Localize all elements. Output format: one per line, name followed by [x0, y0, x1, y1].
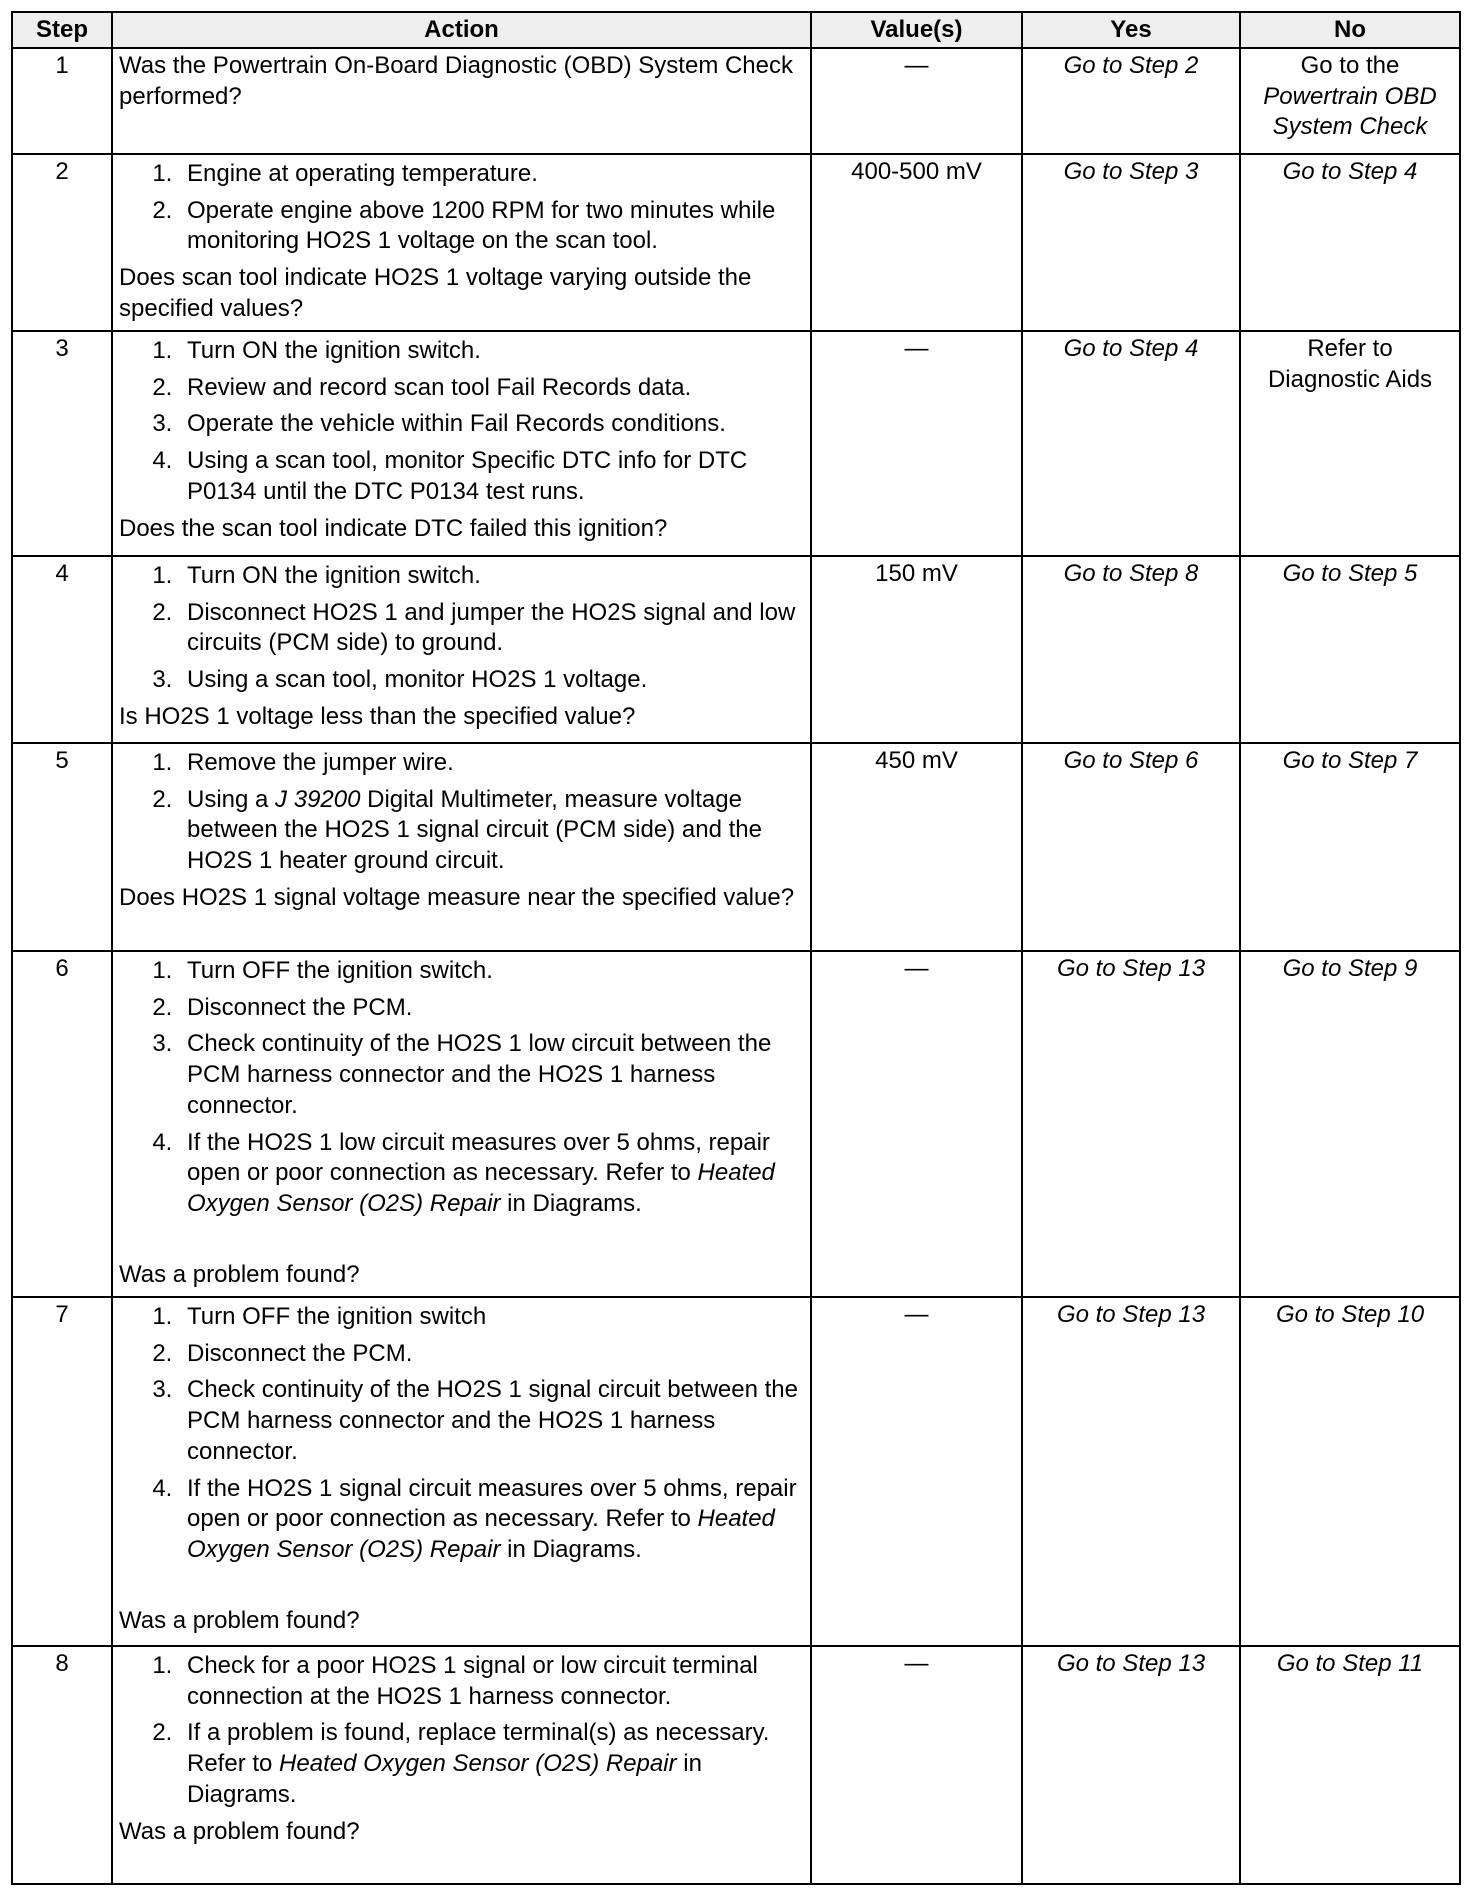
table-row: [12, 1297, 1460, 1646]
table-row: [12, 951, 1460, 1297]
action-list: [119, 748, 804, 877]
no-cell: [1240, 951, 1460, 1297]
no-cell: [1240, 331, 1460, 556]
step-number: 5: [12, 743, 112, 951]
yes-link[interactable]: Go to Step 13: [1056, 1650, 1206, 1677]
step-number: 1: [12, 48, 112, 154]
yes-link[interactable]: Go to Step 13: [1056, 1301, 1206, 1328]
action-cell: [112, 1646, 811, 1884]
action-item: 2. If a problem is found, replace terminal(s) as necessary. Refer to Heated Oxygen Sensor (O2S) Repair in Diagrams.: [179, 1718, 804, 1810]
yes-cell: [1022, 743, 1240, 951]
action-item: 2. Operate engine above 1200 RPM for two minutes while monitoring HO2S 1 voltage on the scan tool.: [179, 196, 804, 257]
action-cell: [112, 48, 811, 154]
header-yes: Yes: [1022, 12, 1240, 48]
action-item: 1. Turn OFF the ignition switch: [179, 1302, 804, 1333]
no-link-line[interactable]: Diagnostic Aids: [1267, 365, 1433, 393]
action-item: 1. Engine at operating temperature.: [179, 159, 804, 190]
step-number: 8: [12, 1646, 112, 1884]
action-item: 2. Disconnect HO2S 1 and jumper the HO2S signal and low circuits (PCM side) to ground.: [179, 598, 804, 659]
table-row: [12, 154, 1460, 331]
action-item: 1. Turn ON the ignition switch.: [179, 336, 804, 367]
table-header-row: [12, 12, 1460, 48]
diagnostic-table: [11, 11, 1461, 1885]
action-item: 3. Check continuity of the HO2S 1 signal circuit between the PCM harness connector and the HO2S 1 harness connector.: [179, 1375, 804, 1467]
header-values: Value(s): [811, 12, 1022, 48]
action-question: Does the scan tool indicate DTC failed this ignition?: [119, 514, 668, 542]
step-number: 3: [12, 331, 112, 556]
no-link[interactable]: Go to Step 5: [1282, 560, 1418, 587]
action-item: 3. Operate the vehicle within Fail Records conditions.: [179, 409, 804, 440]
value-cell: —: [811, 1297, 1022, 1646]
no-link-line[interactable]: System Check: [1272, 113, 1428, 141]
no-cell: [1240, 556, 1460, 743]
action-question: Was a problem found?: [119, 1606, 360, 1634]
value-cell: —: [811, 951, 1022, 1297]
yes-link[interactable]: Go to Step 4: [1063, 335, 1199, 362]
action-list: [119, 1651, 804, 1811]
no-link-line[interactable]: Powertrain OBD: [1263, 82, 1437, 110]
action-item: 2. Disconnect the PCM.: [179, 993, 804, 1024]
action-item: 3. Using a scan tool, monitor HO2S 1 voltage.: [179, 665, 804, 696]
yes-cell: [1022, 331, 1240, 556]
table-row: [12, 331, 1460, 556]
header-no: No: [1240, 12, 1460, 48]
action-item: 1. Check for a poor HO2S 1 signal or low circuit terminal connection at the HO2S 1 harness connector.: [179, 1651, 804, 1712]
yes-link[interactable]: Go to Step 2: [1063, 52, 1199, 79]
action-question: Was the Powertrain On-Board Diagnostic (OBD) System Check performed?: [119, 52, 794, 110]
action-cell: [112, 331, 811, 556]
yes-link[interactable]: Go to Step 3: [1063, 158, 1199, 185]
action-list: [119, 159, 804, 257]
no-cell: [1240, 1646, 1460, 1884]
table-row: [12, 556, 1460, 743]
step-number: 6: [12, 951, 112, 1297]
no-link-line[interactable]: Go to the: [1300, 52, 1400, 79]
no-link[interactable]: Go to Step 4: [1282, 158, 1418, 185]
action-question: Does scan tool indicate HO2S 1 voltage varying outside the specified values?: [119, 264, 752, 322]
header-action: Action: [112, 12, 811, 48]
step-number: 7: [12, 1297, 112, 1646]
action-item: 1. Remove the jumper wire.: [179, 748, 804, 779]
step-number: 4: [12, 556, 112, 743]
yes-cell: [1022, 1297, 1240, 1646]
action-question: Does HO2S 1 signal voltage measure near the specified value?: [119, 883, 795, 911]
yes-link[interactable]: Go to Step 8: [1063, 560, 1199, 587]
action-question: Is HO2S 1 voltage less than the specified value?: [119, 702, 636, 730]
value-cell: 400-500 mV: [811, 154, 1022, 331]
action-item: 4. If the HO2S 1 low circuit measures over 5 ohms, repair open or poor connection as necessary. Refer to Heated Oxygen Sensor (O2S) Repair in Diagrams.: [179, 1128, 804, 1220]
no-link[interactable]: Go to Step 7: [1282, 747, 1418, 774]
no-cell: [1240, 743, 1460, 951]
yes-link[interactable]: Go to Step 13: [1056, 955, 1206, 982]
action-list: [119, 561, 804, 696]
yes-cell: [1022, 951, 1240, 1297]
yes-cell: [1022, 1646, 1240, 1884]
value-cell: —: [811, 48, 1022, 154]
no-link[interactable]: Go to Step 9: [1282, 955, 1418, 982]
action-cell: [112, 1297, 811, 1646]
action-item: 1. Turn OFF the ignition switch.: [179, 956, 804, 987]
step-number: 2: [12, 154, 112, 331]
table-row: [12, 743, 1460, 951]
action-item: 3. Check continuity of the HO2S 1 low circuit between the PCM harness connector and the HO2S 1 harness connector.: [179, 1029, 804, 1121]
action-item: 2. Using a J 39200 Digital Multimeter, measure voltage between the HO2S 1 signal circuit (PCM side) and the HO2S 1 heater ground circuit.: [179, 785, 804, 877]
action-item: 4. If the HO2S 1 signal circuit measures over 5 ohms, repair open or poor connection as necessary. Refer to Heated Oxygen Sensor (O2S) Repair in Diagrams.: [179, 1474, 804, 1566]
action-item: 2. Review and record scan tool Fail Records data.: [179, 373, 804, 404]
action-cell: [112, 951, 811, 1297]
tool-reference: J 39200: [275, 785, 361, 813]
action-list: [119, 956, 804, 1220]
yes-link[interactable]: Go to Step 6: [1063, 747, 1199, 774]
no-cell: [1240, 1297, 1460, 1646]
no-link-line[interactable]: Refer to: [1307, 335, 1393, 362]
no-link[interactable]: Go to Step 10: [1275, 1301, 1425, 1328]
value-cell: 450 mV: [811, 743, 1022, 951]
action-list: [119, 1302, 804, 1566]
action-list: [119, 336, 804, 508]
action-cell: [112, 556, 811, 743]
diagram-reference[interactable]: Heated Oxygen Sensor (O2S) Repair: [187, 1159, 775, 1218]
no-link[interactable]: Go to Step 11: [1276, 1650, 1424, 1677]
action-item: 1. Turn ON the ignition switch.: [179, 561, 804, 592]
table-row: [12, 1646, 1460, 1884]
yes-cell: [1022, 48, 1240, 154]
yes-cell: [1022, 154, 1240, 331]
action-question: Was a problem found?: [119, 1817, 360, 1845]
header-step: Step: [12, 12, 112, 48]
no-cell: [1240, 48, 1460, 154]
action-question: Was a problem found?: [119, 1260, 360, 1288]
yes-cell: [1022, 556, 1240, 743]
action-cell: [112, 743, 811, 951]
action-item: 4. Using a scan tool, monitor Specific DTC info for DTC P0134 until the DTC P0134 test runs.: [179, 446, 804, 507]
value-cell: —: [811, 1646, 1022, 1884]
action-cell: [112, 154, 811, 331]
value-cell: 150 mV: [811, 556, 1022, 743]
action-item: 2. Disconnect the PCM.: [179, 1339, 804, 1370]
diagram-reference[interactable]: Heated Oxygen Sensor (O2S) Repair: [279, 1750, 677, 1778]
no-cell: [1240, 154, 1460, 331]
diagram-reference[interactable]: Heated Oxygen Sensor (O2S) Repair: [187, 1505, 775, 1564]
table-row: [12, 48, 1460, 154]
value-cell: —: [811, 331, 1022, 556]
